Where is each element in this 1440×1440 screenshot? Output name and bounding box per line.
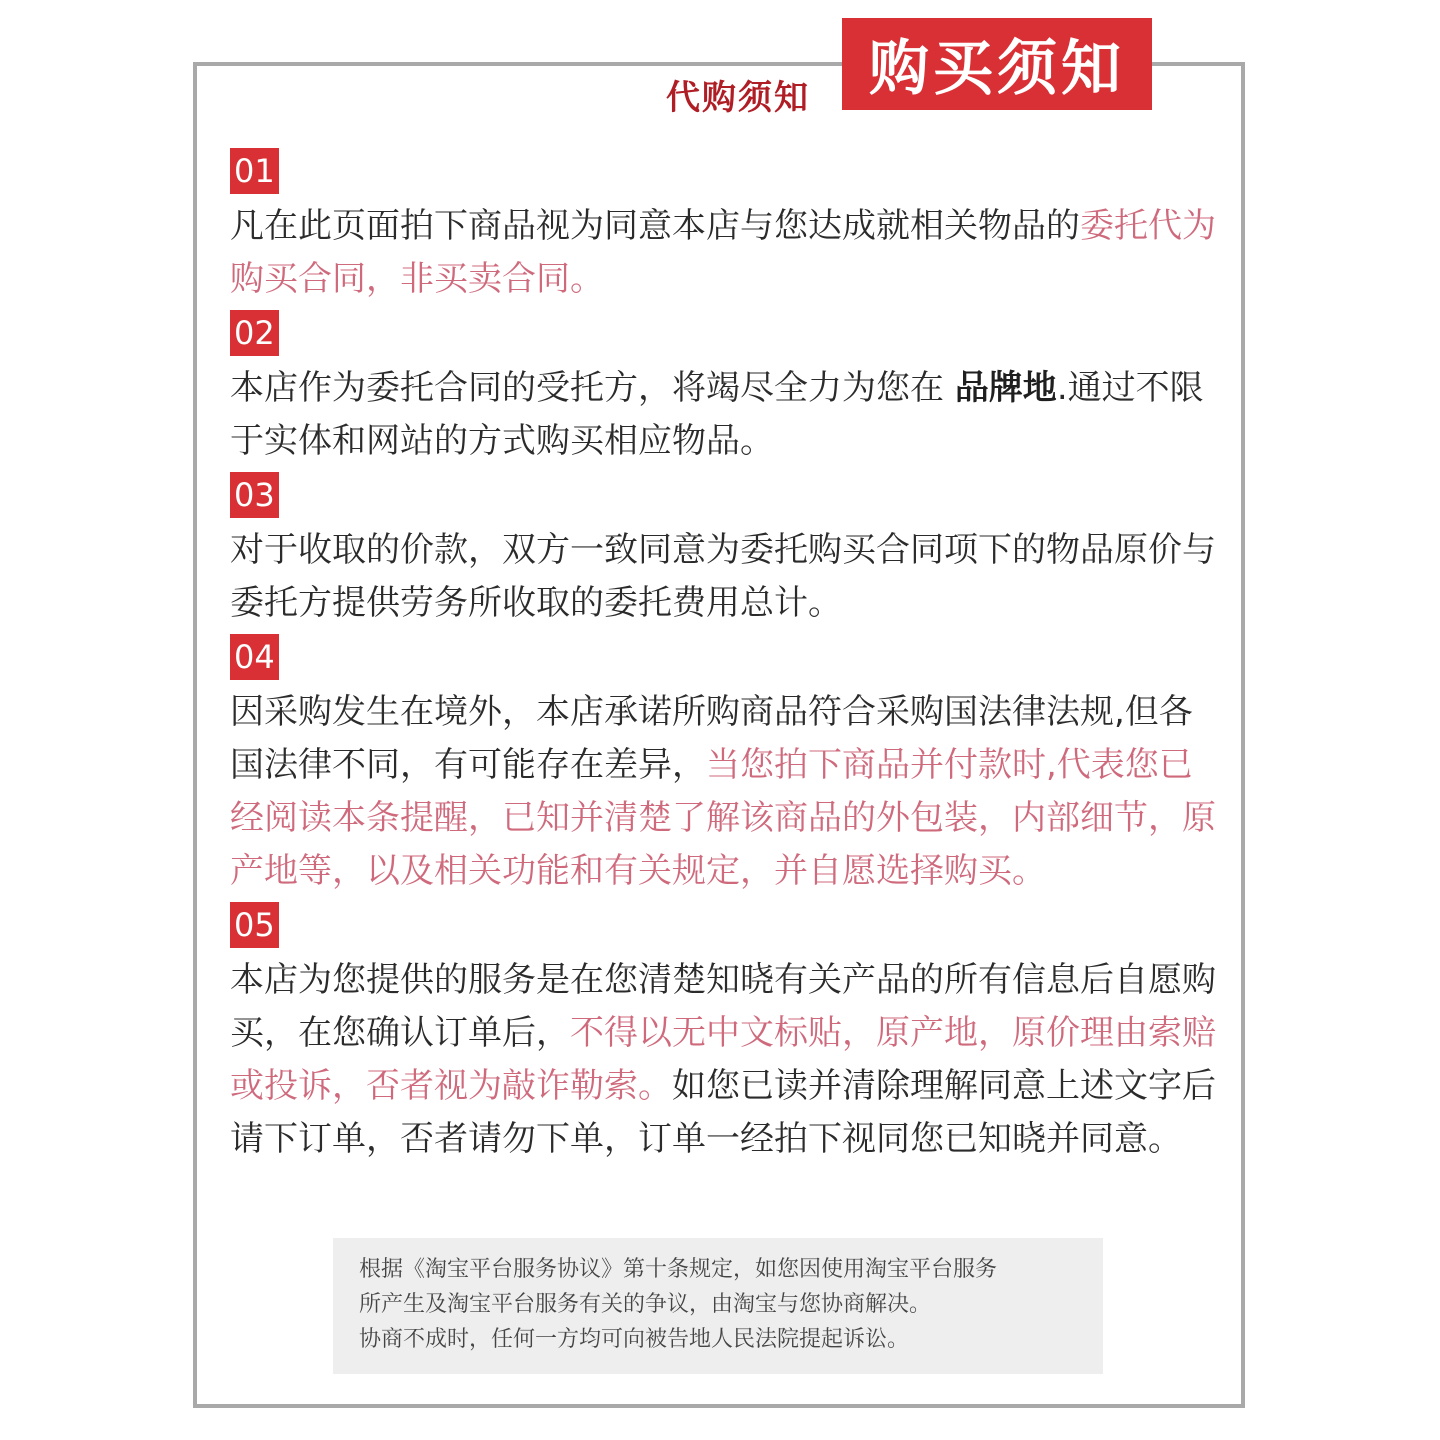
text-highlight: 当您拍下商品并付款时,代表您已经阅读本条提醒，已知并清楚了解该商品的外包装，内部细节，原产地等，以及相关功能和有关规定，并自愿选择购买。	[230, 745, 1216, 891]
section-number: 04	[230, 634, 279, 680]
text-normal: 本店为您提供的服务是在您清楚知晓有关产品的所有信息后自愿购买，在您确认订单后，	[230, 960, 1216, 1053]
text-normal: 如您已读并清除理解同意上述文字后请下订单，否者请勿下单，订单一经拍下视同您已知晓并同意。	[230, 1066, 1216, 1159]
section-number: 02	[230, 310, 279, 356]
page-subtitle: 代购须知	[660, 70, 824, 119]
footer-line: 协商不成时，任何一方均可向被告地人民法院提起诉讼。	[359, 1327, 910, 1352]
section-02	[230, 310, 1220, 468]
title-banner	[842, 18, 1152, 110]
section-01	[230, 148, 1220, 306]
page-title: 购买须知	[869, 34, 1125, 104]
text-normal: 对于收取的价款，双方一致同意为委托购买合同项下的物品原价与委托方提供劳务所收取的委托费用总计。	[230, 530, 1216, 623]
footer-line: 所产生及淘宝平台服务有关的争议，由淘宝与您协商解决。	[359, 1292, 932, 1317]
section-04	[230, 634, 1220, 898]
footer-line: 根据《淘宝平台服务协议》第十条规定，如您因使用淘宝平台服务	[359, 1257, 998, 1282]
section-text	[230, 524, 1220, 630]
section-number: 05	[230, 902, 279, 948]
text-highlight: 委托代为购买合同，非买卖合同。	[230, 206, 1216, 299]
section-text	[230, 954, 1220, 1166]
text-normal: 因采购发生在境外，本店承诺所购商品符合采购国法律法规,但各国法律不同，有可能存在差异，	[230, 692, 1193, 785]
text-highlight: 不得以无中文标贴，原产地，原价理由索赔或投诉，否者视为敲诈勒索。	[230, 1013, 1216, 1106]
notice-content	[230, 148, 1220, 1170]
text-normal: 本店作为委托合同的受托方，将竭尽全力为您在	[230, 368, 955, 408]
section-number: 01	[230, 148, 279, 194]
section-text	[230, 686, 1220, 898]
section-number: 03	[230, 472, 279, 518]
text-normal: .通过不限于实体和网站的方式购买相应物品。	[230, 368, 1204, 461]
section-05	[230, 902, 1220, 1166]
section-03	[230, 472, 1220, 630]
section-text	[230, 362, 1220, 468]
text-normal: 凡在此页面拍下商品视为同意本店与您达成就相关物品的	[230, 206, 1080, 246]
text-bold: 品牌地	[954, 368, 1057, 408]
section-text	[230, 200, 1220, 306]
legal-footer	[333, 1238, 1103, 1374]
